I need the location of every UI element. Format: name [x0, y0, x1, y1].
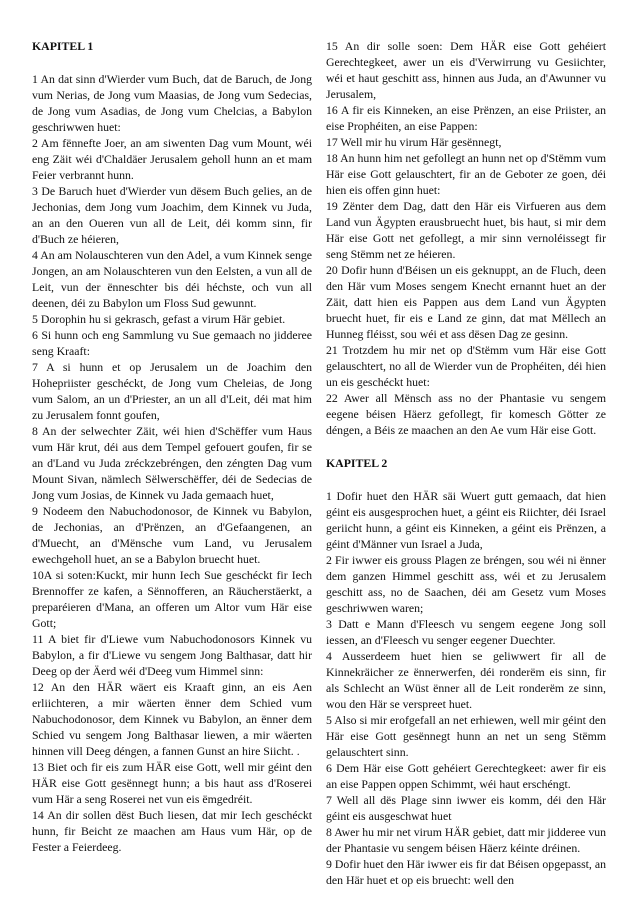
verse: 4 Ausserdeem huet hien se geliwwert fir all de Kinnekräicher ze ënnerwerfen, déi ronderëm eis sinn, fir als Schlecht an Wüst ënner all de Leit ronderëm ze sinn, wou den Här se verspreet huet. [326, 649, 606, 711]
verse: 1 Dofir huet den HÄR säi Wuert gutt gemaach, dat hien géint eis ausgesprochen huet, a géint eis Riichter, déi Israel geriicht hunn, a géint eis Kinneken, a géint eis Prënzen, a géint d'Männer vun Israel a Juda, [326, 489, 606, 551]
verse: 22 Awer all Mënsch ass no der Phantasie vu sengem eegene béisen Häerz gefollegt, fir komesch Götter ze déngen, a Béis ze maachen an den Ae vum Här eise Gott. [326, 391, 606, 437]
verse-list [326, 38, 606, 438]
verse: 19 Zënter dem Dag, datt den Här eis Virfueren aus dem Land vun Ägypten erausbruecht huet, bis haut, si mir dem Här eise Gott net gefollegt, a mir sinn vernoléissegt fir seng Stëmm net ze héieren. [326, 199, 606, 261]
verse: 2 Am fënnefte Joer, an am siwenten Dag vum Mount, wéi eng Zäit wéi d'Chaldäer Jerusalem geholl hunn an et mam Feier verbrannt hunn. [32, 136, 312, 182]
verse: 9 Nodeem den Nabuchodonosor, de Kinnek vu Babylon, de Jechonias, an d'Prënzen, an d'Gefaangenen, an d'Muecht, an d'Mënsche vum Land, vu Jerusalem ewechgeholl huet, an se a Babylon bruecht huet. [32, 504, 312, 566]
verse: 12 An den HÄR wäert eis Kraaft ginn, an eis Aen erliichteren, a mir wäerten ënner dem Schied vum Nabuchodonosor, dem Kinnek vu Babylon, an ënner dem Schied vu sengem Jong Balthasar liewen, a mir wäerten hinnen vill Deeg déngen, a fannen Gunst an hire Siicht. . [32, 680, 312, 758]
verse: 4 An am Nolauschteren vun den Adel, a vum Kinnek senge Jongen, an am Nolauschteren vun den Eelsten, a vun all de Leit, vun der ënneschter bis déi héchste, och vun all deenen, déi zu Babylon um Floss Sud gewunnt. [32, 248, 312, 310]
verse: 5 Dorophin hu si gekrasch, gefast a virum Här gebiet. [32, 312, 286, 326]
document-page [32, 38, 606, 890]
chapter-heading: KAPITEL 1 [32, 39, 94, 53]
verse: 14 An dir sollen dëst Buch liesen, dat mir Iech geschéckt hunn, fir Beicht ze maachen am Haus vum Här, op de Fester a Feierdeeg. [32, 808, 312, 854]
left-column [32, 38, 312, 890]
verse: 20 Dofir hunn d'Béisen un eis geknuppt, an de Fluch, deen den Här vum Moses sengem Knecht ernannt huet an der Zäit, datt hien eis Pappen aus dem Land vun Ägypten bruecht huet, fir eis e Land ze ginn, dat mat Mëllech an Hunneg fléisst, sou wéi et ass dësen Dag ze gesinn. [326, 263, 606, 341]
verse: 8 An der selwechter Zäit, wéi hien d'Schëffer vum Haus vum Här krut, déi aus dem Tempel gefouert goufen, fir se an d'Land vu Juda zréckzebréngen, den zéngten Dag vum Mount Sivan, nämlech Sëlwerschëffer, déi de Sedecias de Jong vum Josias, de Kinnek vu Jada gemaach huet, [32, 424, 312, 502]
verse: 6 Dem Här eise Gott gehéiert Gerechtegkeet: awer fir eis an eise Pappen oppen Schimmt, wéi haut erschéngt. [326, 761, 606, 791]
verse: 11 A biet fir d'Liewe vum Nabuchodonosors Kinnek vu Babylon, a fir d'Liewe vu sengem Jong Balthasar, datt hir Deeg op der Äerd wéi d'Deeg vum Himmel sinn: [32, 632, 312, 678]
spacer [32, 54, 312, 71]
verse: 8 Awer hu mir net virum HÄR gebiet, datt mir jidderee vun der Phantasie vu sengem béisen Häerz kéinte dréinen. [326, 825, 607, 855]
verse: 10A si soten:Kuckt, mir hunn Iech Sue geschéckt fir Iech Brennoffer ze kafen, a Sënnofferen, an Räucherstäerkt, a preparéieren d'Mana, an offeren um Altor vum Här eise Gott; [32, 568, 312, 630]
verse: 6 Si hunn och eng Sammlung vu Sue gemaach no jidderee seng Kraaft: [32, 328, 312, 358]
verse: 18 An hunn him net gefollegt an hunn net op d'Stëmm vum Här eise Gott gelauschtert, fir an de Geboter ze goen, déi hien eis offen ginn huet: [326, 151, 606, 197]
verse: 2 Fir iwwer eis grouss Plagen ze bréngen, sou wéi ni ënner dem ganzen Himmel geschitt ass, wéi et zu Jerusalem geschitt ass, no de Saachen, déi am Gesetz vum Moses geschriwwen waren; [326, 553, 606, 615]
verse: 17 Well mir hu virum Här gesënnegt, [326, 135, 502, 149]
chapter-heading: KAPITEL 2 [326, 456, 388, 470]
verse: 7 Well all dës Plage sinn iwwer eis komm, déi den Här géint eis ausgeschwat huet [326, 793, 606, 823]
verse: 7 A si hunn et op Jerusalem un de Joachim den Hohepriister geschéckt, de Jong vum Cheleias, de Jong vum Salom, an un d'Priester, an un all d'Leit, déi mat him zu Jerusalem fonnt goufen, [32, 360, 312, 422]
verse: 9 Dofir huet den Här iwwer eis fir dat Béisen opgepasst, an den Här huet et op eis bruecht: well den [326, 857, 606, 887]
verse: 21 Trotzdem hu mir net op d'Stëmm vum Här eise Gott gelauschtert, no all de Wierder vun de Prophéiten, déi hien un eis geschéckt huet: [326, 343, 606, 389]
verse: 16 A fir eis Kinneken, an eise Prënzen, an eise Priister, an eise Prophéiten, an eise Pappen: [326, 103, 606, 133]
verse: 3 Datt e Mann d'Fleesch vu sengem eegene Jong soll iessen, an d'Fleesch vu senger eegener Duechter. [326, 617, 606, 647]
verse: 13 Biet och fir eis zum HÄR eise Gott, well mir géint den HÄR eise Gott gesënnegt hunn; a bis haut ass d'Roserei vum Här a seng Roserei net vun eis ëmgedréit. [32, 760, 312, 806]
right-column [326, 38, 606, 890]
verse: 3 De Baruch huet d'Wierder vun dësem Buch gelies, an de Jechonias, dem Jong vum Joachim, dem Kinnek vu Juda, an an den Oueren vun all de Leit, déi komm sinn, fir d'Buch ze héieren, [32, 184, 312, 246]
verse: 5 Also si mir erofgefall an net erhiewen, well mir géint den Här eise Gott gesënnegt hunn an net un seng Stëmm gelauschtert sinn. [326, 713, 606, 759]
verse: 15 An dir solle soen: Dem HÄR eise Gott gehéiert Gerechtegkeet, awer un eis d'Verwirrung vu Gesiichter, wéi et haut geschitt ass, hinnen aus Juda, an d'Awunner vu Jerusalem, [326, 39, 606, 101]
verse-list [326, 488, 606, 888]
verse: 1 An dat sinn d'Wierder vum Buch, dat de Baruch, de Jong vum Nerias, de Jong vum Maasias, de Jong vum Sedecias, de Jong vum Asadias, de Jong vum Chelcias, a Babylon geschriwwen huet: [32, 72, 312, 134]
verse-list [32, 71, 312, 855]
